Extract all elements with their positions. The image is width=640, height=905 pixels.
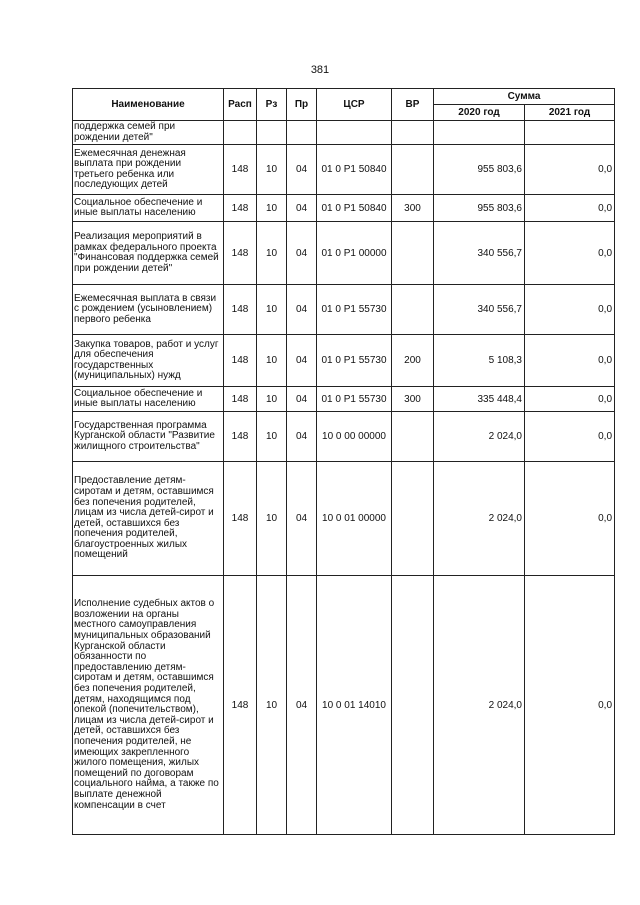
header-vr: ВР [392,89,434,121]
row-2021: 0,0 [525,335,615,387]
row-rasp [224,121,257,145]
row-csr: 10 0 01 00000 [317,462,392,576]
row-vr [392,145,434,195]
row-2020: 5 108,3 [434,335,525,387]
table-row [73,335,615,387]
header-2021: 2021 год [525,105,615,121]
header-rz: Рз [257,89,287,121]
row-name: Реализация мероприятий в рамках федерального проекта "Финансовая поддержка семей при рождении детей" [73,222,224,285]
row-rz: 10 [257,387,287,412]
row-name: Ежемесячная выплата в связи с рождением (усыновлением) первого ребенка [73,285,224,335]
row-rz [257,121,287,145]
row-csr: 10 0 00 00000 [317,412,392,462]
row-rz: 10 [257,145,287,195]
row-rasp: 148 [224,462,257,576]
row-pr [287,121,317,145]
row-2020: 955 803,6 [434,195,525,222]
row-rasp: 148 [224,222,257,285]
row-csr: 10 0 01 14010 [317,576,392,835]
row-name: Государственная программа Курганской области "Развитие жилищного строительства" [73,412,224,462]
row-rz: 10 [257,576,287,835]
budget-table [72,88,615,835]
page-number: 381 [310,64,330,76]
row-2020: 2 024,0 [434,576,525,835]
table-row [73,121,615,145]
row-name: Исполнение судебных актов о возложении на органы местного самоуправления муниципальных образований Курганской области обязанности по предоставлению детям-сиротам и детям, оставшимся без попечения родителей, детям, находящимся под опекой (попечительством), лицам из числа детей-сирот и детей, оставшихся без попечения родителей, не имеющих закрепленного жилого помещения, жилых помещений по договорам социального найма, а также по выплате денежной компенсации в счет [73,576,224,835]
row-2021: 0,0 [525,387,615,412]
row-rz: 10 [257,195,287,222]
row-rz: 10 [257,462,287,576]
row-2020: 340 556,7 [434,285,525,335]
row-rz: 10 [257,285,287,335]
header-2020: 2020 год [434,105,525,121]
row-pr: 04 [287,195,317,222]
row-vr: 200 [392,335,434,387]
row-vr [392,412,434,462]
row-rasp: 148 [224,576,257,835]
row-pr: 04 [287,387,317,412]
row-rz: 10 [257,222,287,285]
row-rasp: 148 [224,195,257,222]
table-row [73,145,615,195]
row-rasp: 148 [224,412,257,462]
row-pr: 04 [287,222,317,285]
table-row [73,576,615,835]
row-rasp: 148 [224,387,257,412]
row-2021: 0,0 [525,412,615,462]
row-2020: 955 803,6 [434,145,525,195]
row-2020: 2 024,0 [434,412,525,462]
row-pr: 04 [287,145,317,195]
header-name: Наименование [73,89,224,121]
row-name: поддержка семей при рождении детей" [73,121,224,145]
row-name: Закупка товаров, работ и услуг для обеспечения государственных (муниципальных) нужд [73,335,224,387]
row-2021: 0,0 [525,285,615,335]
row-csr: 01 0 P1 55730 [317,285,392,335]
row-csr: 01 0 P1 50840 [317,145,392,195]
row-rz: 10 [257,412,287,462]
row-pr: 04 [287,412,317,462]
header-rasp: Расп [224,89,257,121]
table-row [73,195,615,222]
header-csr: ЦСР [317,89,392,121]
row-vr [392,121,434,145]
row-2021 [525,121,615,145]
row-pr: 04 [287,285,317,335]
row-2021: 0,0 [525,222,615,285]
row-2021: 0,0 [525,195,615,222]
row-vr: 300 [392,195,434,222]
row-vr [392,285,434,335]
row-name: Ежемесячная денежная выплата при рождении третьего ребенка или последующих детей [73,145,224,195]
table-row [73,285,615,335]
row-csr: 01 0 P1 50840 [317,195,392,222]
row-rasp: 148 [224,145,257,195]
row-pr: 04 [287,462,317,576]
row-name: Социальное обеспечение и иные выплаты населению [73,195,224,222]
row-vr: 300 [392,387,434,412]
row-rasp: 148 [224,285,257,335]
table-row [73,462,615,576]
row-2020: 2 024,0 [434,462,525,576]
row-2020 [434,121,525,145]
row-pr: 04 [287,335,317,387]
row-2021: 0,0 [525,145,615,195]
row-vr [392,222,434,285]
row-csr: 01 0 P1 00000 [317,222,392,285]
table-row [73,387,615,412]
header-pr: Пр [287,89,317,121]
table-row [73,222,615,285]
row-name: Социальное обеспечение и иные выплаты населению [73,387,224,412]
row-csr [317,121,392,145]
row-name: Предоставление детям-сиротам и детям, оставшимся без попечения родителей, лицам из числа детей-сирот и детей, оставшихся без попечения родителей, благоустроенных жилых помещений [73,462,224,576]
row-2020: 335 448,4 [434,387,525,412]
row-csr: 01 0 P1 55730 [317,335,392,387]
row-pr: 04 [287,576,317,835]
row-2021: 0,0 [525,462,615,576]
table-row [73,412,615,462]
row-csr: 01 0 P1 55730 [317,387,392,412]
header-sum: Сумма [434,89,615,105]
row-vr [392,576,434,835]
row-2020: 340 556,7 [434,222,525,285]
row-rasp: 148 [224,335,257,387]
row-2021: 0,0 [525,576,615,835]
row-rz: 10 [257,335,287,387]
row-vr [392,462,434,576]
